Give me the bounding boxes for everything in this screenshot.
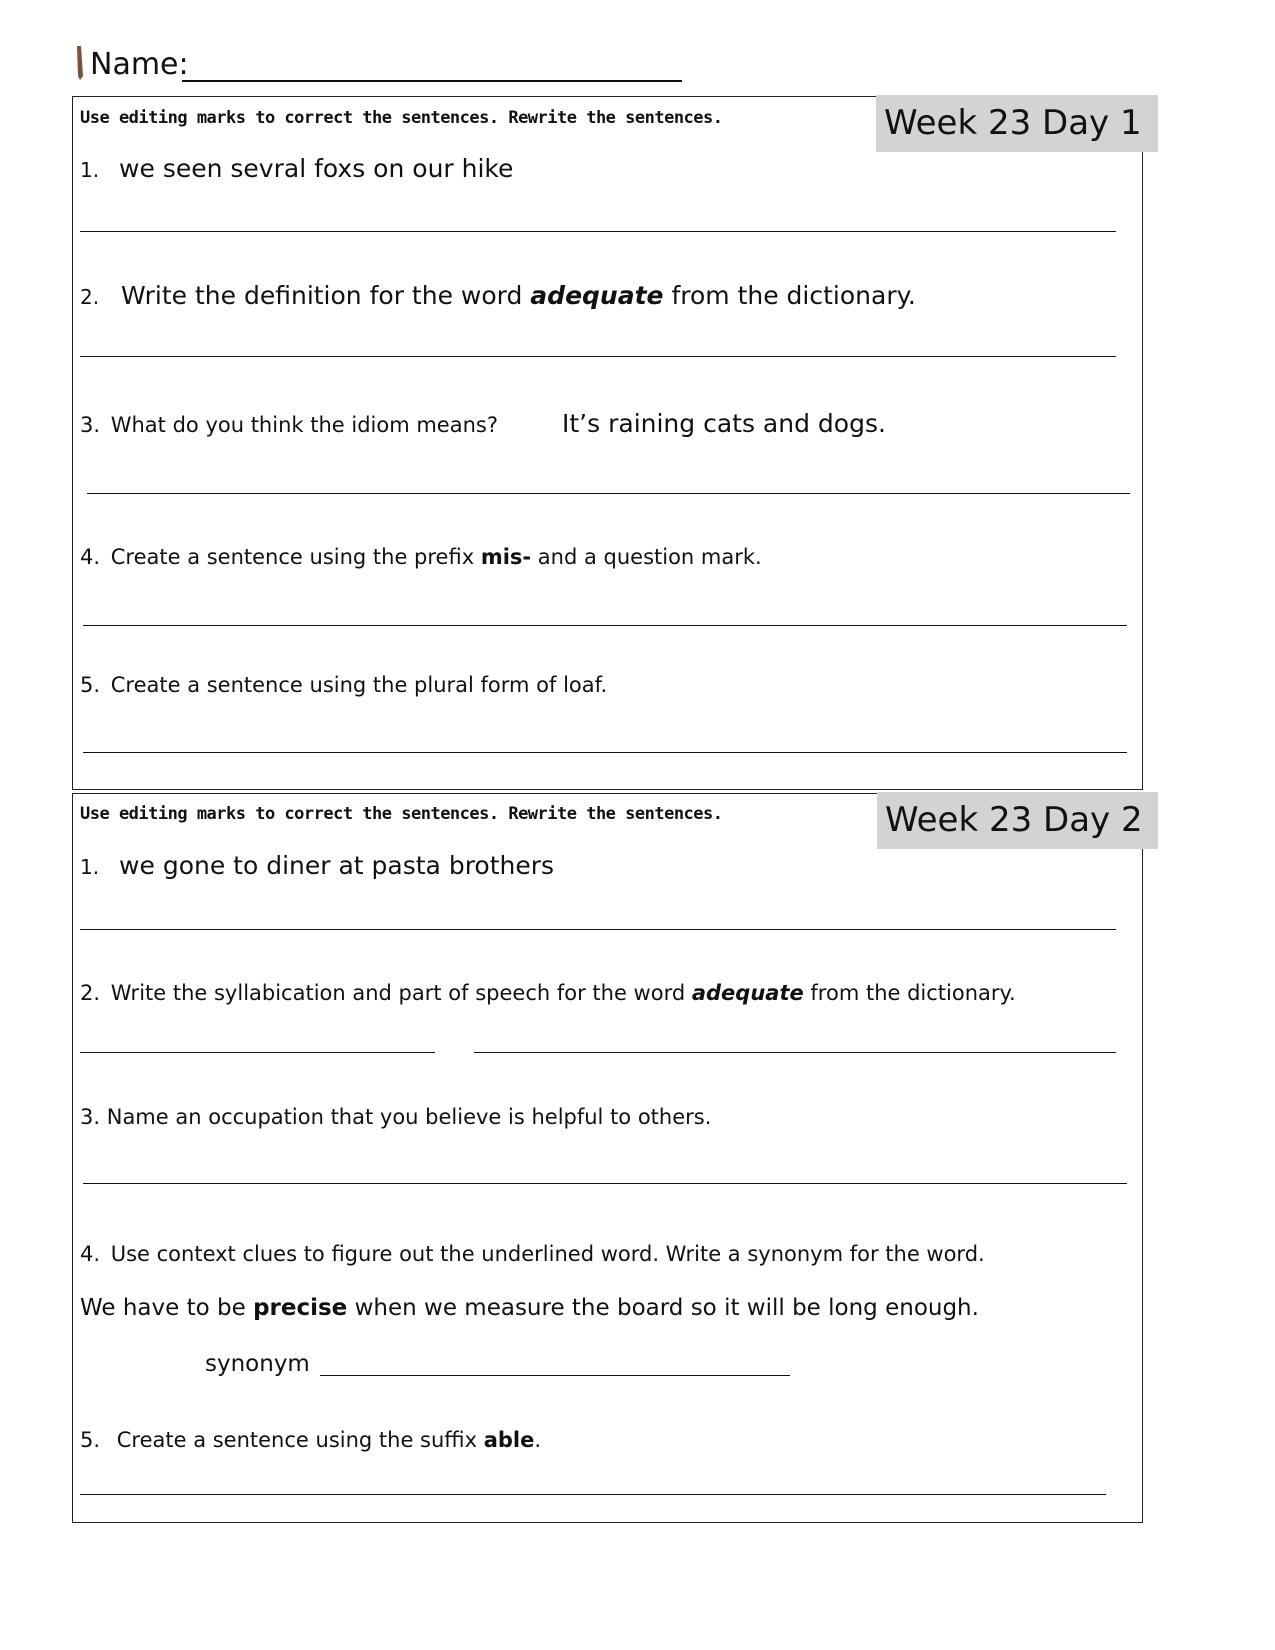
- q-text: from the dictionary.: [803, 981, 1016, 1005]
- q-text: Create a sentence using the prefix: [110, 545, 481, 569]
- day2-instructions: Use editing marks to correct the sentences. Rewrite the sentences.: [80, 804, 723, 824]
- day1-badge: Week 23 Day 1: [876, 95, 1158, 152]
- synonym-label: synonym: [205, 1351, 310, 1377]
- q-text: What do you think the idiom means?: [110, 413, 498, 437]
- q-text: .: [534, 1428, 542, 1452]
- day1-q2: [80, 281, 916, 312]
- day1-instructions: Use editing marks to correct the sentences. Rewrite the sentences.: [80, 108, 723, 128]
- q-keyword: precise: [253, 1295, 348, 1321]
- day2-section: [72, 793, 1143, 1523]
- day2-q4-sentence: [80, 1293, 979, 1323]
- day2-q2-syllabication-line[interactable]: [80, 1052, 435, 1053]
- day2-q1-answer-line[interactable]: [80, 929, 1116, 930]
- sentence-text: We have to be: [80, 1295, 254, 1321]
- q-text: Name an occupation that you believe is helpful to others.: [106, 1105, 712, 1129]
- q-number: 1.: [80, 158, 100, 182]
- day2-q4: [80, 1240, 985, 1268]
- day1-q3-answer-line[interactable]: [87, 493, 1130, 494]
- name-label: Name:: [90, 47, 189, 82]
- day2-q5-answer-line[interactable]: [80, 1494, 1106, 1495]
- q-number: 5.: [80, 1428, 101, 1452]
- day1-q3-idiom: It’s raining cats and dogs.: [562, 409, 886, 438]
- q-number: 1.: [80, 855, 100, 879]
- day1-q5: [80, 671, 607, 699]
- q-text: and a question mark.: [531, 545, 762, 569]
- day2-q2-part-of-speech-line[interactable]: [474, 1052, 1116, 1053]
- day1-q4-answer-line[interactable]: [83, 625, 1127, 626]
- day2-q1: [80, 851, 554, 882]
- q-number: 3.: [80, 1105, 101, 1129]
- day2-q3: [80, 1103, 711, 1131]
- day1-q3: [80, 411, 498, 439]
- day1-q2-answer-line[interactable]: [80, 356, 1116, 357]
- q-keyword: adequate: [691, 981, 804, 1005]
- q-text: we seen sevral foxs on our hike: [119, 154, 514, 183]
- q-number: 2.: [80, 981, 101, 1005]
- sentence-text: when we measure the board so it will be long enough.: [347, 1295, 979, 1321]
- q-text: Write the syllabication and part of speech for the word: [110, 981, 692, 1005]
- q-text: Write the definition for the word: [121, 281, 531, 310]
- day2-q3-answer-line[interactable]: [83, 1183, 1127, 1184]
- q-keyword: mis-: [480, 545, 532, 569]
- q-number: 4.: [80, 1242, 101, 1266]
- q-number: 2.: [80, 285, 100, 309]
- day1-q1-answer-line[interactable]: [80, 231, 1116, 232]
- day1-q1: [80, 154, 513, 185]
- synonym-answer-line[interactable]: [320, 1375, 790, 1376]
- day1-q5-answer-line[interactable]: [83, 752, 1127, 753]
- q-number: 3.: [80, 413, 101, 437]
- day2-q2: [80, 979, 1016, 1007]
- q-text: from the dictionary.: [663, 281, 916, 310]
- day1-q4: [80, 543, 762, 571]
- name-field[interactable]: [182, 80, 682, 82]
- q-text: Create a sentence using the plural form of loaf.: [110, 673, 608, 697]
- q-keyword: adequate: [530, 281, 664, 310]
- day2-badge: Week 23 Day 2: [877, 792, 1158, 849]
- q-text: Use context clues to figure out the underlined word. Write a synonym for the word.: [110, 1242, 985, 1266]
- q-number: 4.: [80, 545, 101, 569]
- q-number: 5.: [80, 673, 101, 697]
- q-text: Create a sentence using the suffix: [116, 1428, 484, 1452]
- q-text: we gone to diner at pasta brothers: [119, 851, 555, 880]
- q-keyword: able: [483, 1428, 535, 1452]
- day2-q5: [80, 1426, 541, 1454]
- pencil-icon: [76, 46, 84, 80]
